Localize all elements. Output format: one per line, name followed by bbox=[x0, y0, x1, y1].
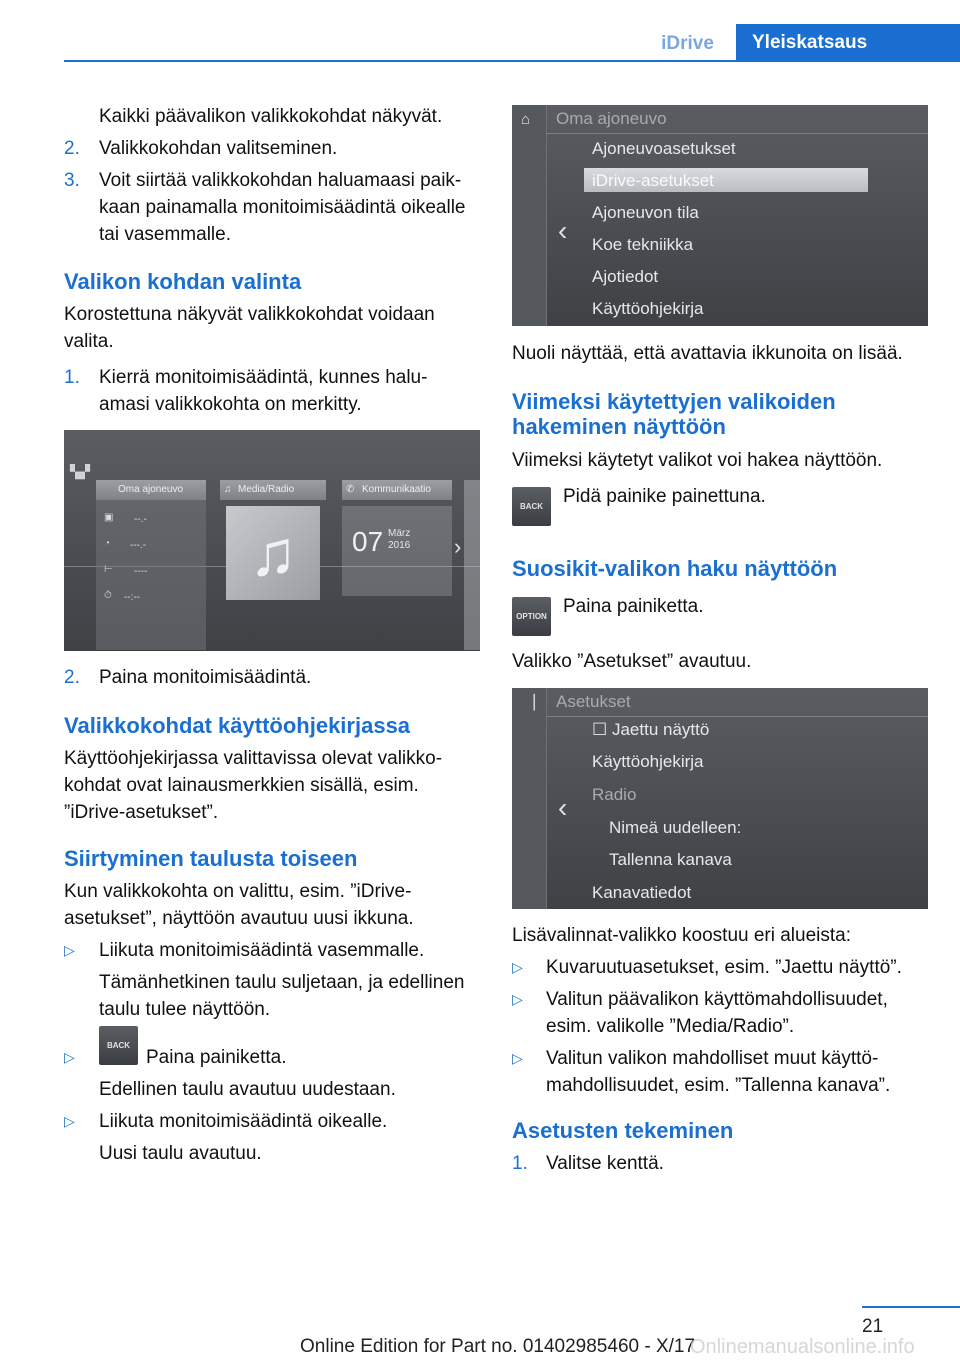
screen-menu-item: Ajoneuvon tila bbox=[592, 203, 699, 222]
paragraph: ”iDrive-asetukset”. bbox=[64, 802, 219, 823]
main-menu-screen bbox=[64, 430, 480, 651]
step-text: Paina monitoimisäädintä. bbox=[99, 667, 312, 688]
footer-rule bbox=[862, 1306, 960, 1308]
step-number: 1. bbox=[64, 367, 80, 388]
asetukset-screen bbox=[512, 688, 928, 909]
bullet-triangle-icon: ▷ bbox=[64, 1113, 75, 1129]
paragraph: Pidä painike painettuna. bbox=[563, 486, 766, 507]
clock-icon: ⏱ bbox=[104, 590, 112, 601]
step-text: tai vasemmalle. bbox=[99, 224, 231, 245]
intro-line: Kaikki päävalikon valikkokohdat näkyvät. bbox=[99, 106, 443, 127]
bullet-subtext: Edellinen taulu avautuu uudestaan. bbox=[99, 1079, 396, 1100]
range-icon: ⊢ bbox=[104, 564, 113, 575]
tile-row: ---- bbox=[134, 566, 148, 577]
header-tab-idrive: iDrive bbox=[661, 33, 714, 54]
paragraph: valita. bbox=[64, 331, 114, 352]
screen-title: Asetukset bbox=[556, 692, 631, 711]
heading-viimeksi-cont: hakeminen näyttöön bbox=[512, 414, 726, 439]
step-number: 2. bbox=[64, 667, 80, 688]
screen-menu-item: Käyttöohjekirja bbox=[592, 299, 704, 318]
step-number: 3. bbox=[64, 170, 80, 191]
screen-sidebar bbox=[512, 688, 547, 909]
bullet-text: Liikuta monitoimisäädintä vasemmalle. bbox=[99, 940, 425, 961]
heading-siirtyminen: Siirtyminen taulusta toiseen bbox=[64, 846, 358, 871]
music-note-icon: ♫ bbox=[226, 506, 320, 600]
screen-menu-item-selected: iDrive-asetukset bbox=[592, 171, 714, 190]
tile-media-radio bbox=[220, 480, 326, 650]
step-text: Valitse kenttä. bbox=[546, 1153, 664, 1174]
date-year: 2016 bbox=[388, 540, 411, 551]
screen-menu-item: Käyttöohjekirja bbox=[592, 752, 704, 771]
menu-grid-icon: ▚▞ bbox=[70, 464, 90, 479]
chevron-left-icon: ‹ bbox=[558, 215, 568, 246]
screen-title-rule bbox=[546, 133, 928, 134]
bullet-triangle-icon: ▷ bbox=[512, 959, 523, 975]
screen-title-rule bbox=[546, 716, 928, 717]
music-note-small-icon: ♫ bbox=[224, 484, 232, 495]
paragraph: Korostettuna näkyvät valikkokohdat voidaan bbox=[64, 304, 435, 325]
back-button-icon: BACK bbox=[512, 487, 551, 526]
step-number: 1. bbox=[512, 1153, 528, 1174]
screen-menu-item: Radio bbox=[592, 785, 637, 804]
bullet-text: esim. valikolle ”Media/Radio”. bbox=[546, 1016, 795, 1037]
step-number: 2. bbox=[64, 138, 80, 159]
step-text: kaan painamalla monitoimisäädintä oikealle bbox=[99, 197, 466, 218]
scroll-indicator-icon: ▕ bbox=[524, 694, 535, 710]
bullet-subtext: Tämänhetkinen taulu suljetaan, ja edellinen bbox=[99, 972, 465, 993]
option-button-icon: OPTION bbox=[512, 597, 551, 636]
paragraph: Kun valikkokohta on valittu, esim. ”iDrive- bbox=[64, 881, 412, 902]
bullet-text: Kuvaruutuasetukset, esim. ”Jaettu näyttö”. bbox=[546, 957, 902, 978]
step-text: Voit siirtää valikkokohdan haluamaasi paik- bbox=[99, 170, 462, 191]
header-tab-yleiskatsaus: Yleiskatsaus bbox=[736, 24, 960, 62]
heading-suosikit: Suosikit-valikon haku näyttöön bbox=[512, 556, 838, 581]
bullet-triangle-icon: ▷ bbox=[64, 942, 75, 958]
heading-kayttoohjekirja: Valikkokohdat käyttöohjekirjassa bbox=[64, 713, 411, 738]
page-number: 21 bbox=[862, 1316, 884, 1337]
heading-valikon-kohdan-valinta: Valikon kohdan valinta bbox=[64, 269, 302, 294]
bullet-triangle-icon: ▷ bbox=[512, 991, 523, 1007]
phone-icon: ✆ bbox=[346, 484, 355, 495]
paragraph: Valikko ”Asetukset” avautuu. bbox=[512, 651, 752, 672]
step-text: Valikkokohdan valitseminen. bbox=[99, 138, 338, 159]
screen-sidebar bbox=[512, 105, 547, 326]
bullet-text: Liikuta monitoimisäädintä oikealle. bbox=[99, 1111, 388, 1132]
heading-viimeksi: Viimeksi käytettyjen valikoiden bbox=[512, 389, 836, 414]
tile-row: --:-- bbox=[124, 592, 141, 603]
date-day: 07 bbox=[352, 526, 384, 557]
screen-menu-item: Ajoneuvoasetukset bbox=[592, 139, 736, 158]
chevron-right-icon: › bbox=[454, 534, 462, 559]
header-rule bbox=[64, 60, 960, 62]
paragraph: Lisävalinnat-valikko koostuu eri alueista: bbox=[512, 925, 852, 946]
fuel-icon: ▣ bbox=[104, 512, 114, 523]
date-panel bbox=[342, 506, 452, 596]
paragraph: Nuoli näyttää, että avattavia ikkunoita on lisää. bbox=[512, 343, 903, 364]
oma-ajoneuvo-screen bbox=[512, 105, 928, 326]
tile-row: ---.- bbox=[130, 540, 147, 551]
bullet-text: Valitun valikon mahdolliset muut käyttö- bbox=[546, 1048, 879, 1069]
bullet-text: mahdollisuudet, esim. ”Tallenna kanava”. bbox=[546, 1075, 891, 1096]
tile-row: --.- bbox=[134, 514, 147, 525]
tile-title: Oma ajoneuvo bbox=[96, 480, 206, 500]
heading-asetusten: Asetusten tekeminen bbox=[512, 1118, 734, 1143]
paragraph: asetukset”, näyttöön avautuu uusi ikkuna. bbox=[64, 908, 414, 929]
tile-oma-ajoneuvo bbox=[96, 480, 206, 650]
screen-menu-item: Tallenna kanava bbox=[609, 850, 732, 869]
chevron-left-icon: ‹ bbox=[558, 792, 568, 823]
footer-edition: Online Edition for Part no. 01402985460 - X/17 bbox=[300, 1336, 696, 1357]
paragraph: Käyttöohjekirjassa valittavissa olevat valikko- bbox=[64, 748, 443, 769]
home-icon: ⌂ bbox=[521, 111, 531, 128]
paragraph: Paina painiketta. bbox=[563, 596, 704, 617]
bullet-triangle-icon: ▷ bbox=[512, 1050, 523, 1066]
bullet-triangle-icon: ▷ bbox=[64, 1049, 75, 1065]
screen-menu-item: Kanavatiedot bbox=[592, 883, 692, 902]
screen-menu-item: ☐ Jaettu näyttö bbox=[592, 720, 710, 739]
tile-partial bbox=[464, 480, 480, 650]
paragraph: kohdat ovat lainausmerkkien sisällä, esim. bbox=[64, 775, 419, 796]
tile-title: Kommunikaatio bbox=[342, 480, 452, 500]
bullet-text: Paina painiketta. bbox=[146, 1047, 287, 1068]
bullet-text: Valitun päävalikon käyttömahdollisuudet, bbox=[546, 989, 888, 1010]
screen-menu-item: Ajotiedot bbox=[592, 267, 659, 286]
speed-icon: ◔ bbox=[104, 538, 111, 549]
screen-title: Oma ajoneuvo bbox=[556, 109, 667, 128]
tile-kommunikaatio bbox=[342, 480, 452, 650]
step-text: Kierrä monitoimisäädintä, kunnes halu- bbox=[99, 367, 428, 388]
date-month: März bbox=[388, 528, 411, 539]
screen-menu-item: Nimeä uudelleen: bbox=[609, 818, 742, 837]
tile-title: Media/Radio bbox=[220, 480, 326, 500]
back-button-icon: BACK bbox=[99, 1026, 138, 1065]
bullet-subtext: Uusi taulu avautuu. bbox=[99, 1143, 262, 1164]
paragraph: Viimeksi käytetyt valikot voi hakea näyttöön. bbox=[512, 450, 883, 471]
bullet-subtext: taulu tulee näyttöön. bbox=[99, 999, 271, 1020]
watermark: Onlinemanualsonline.info bbox=[690, 1336, 915, 1358]
step-text: amasi valikkokohta on merkitty. bbox=[99, 394, 362, 415]
screen-menu-item: Koe tekniikka bbox=[592, 235, 694, 254]
